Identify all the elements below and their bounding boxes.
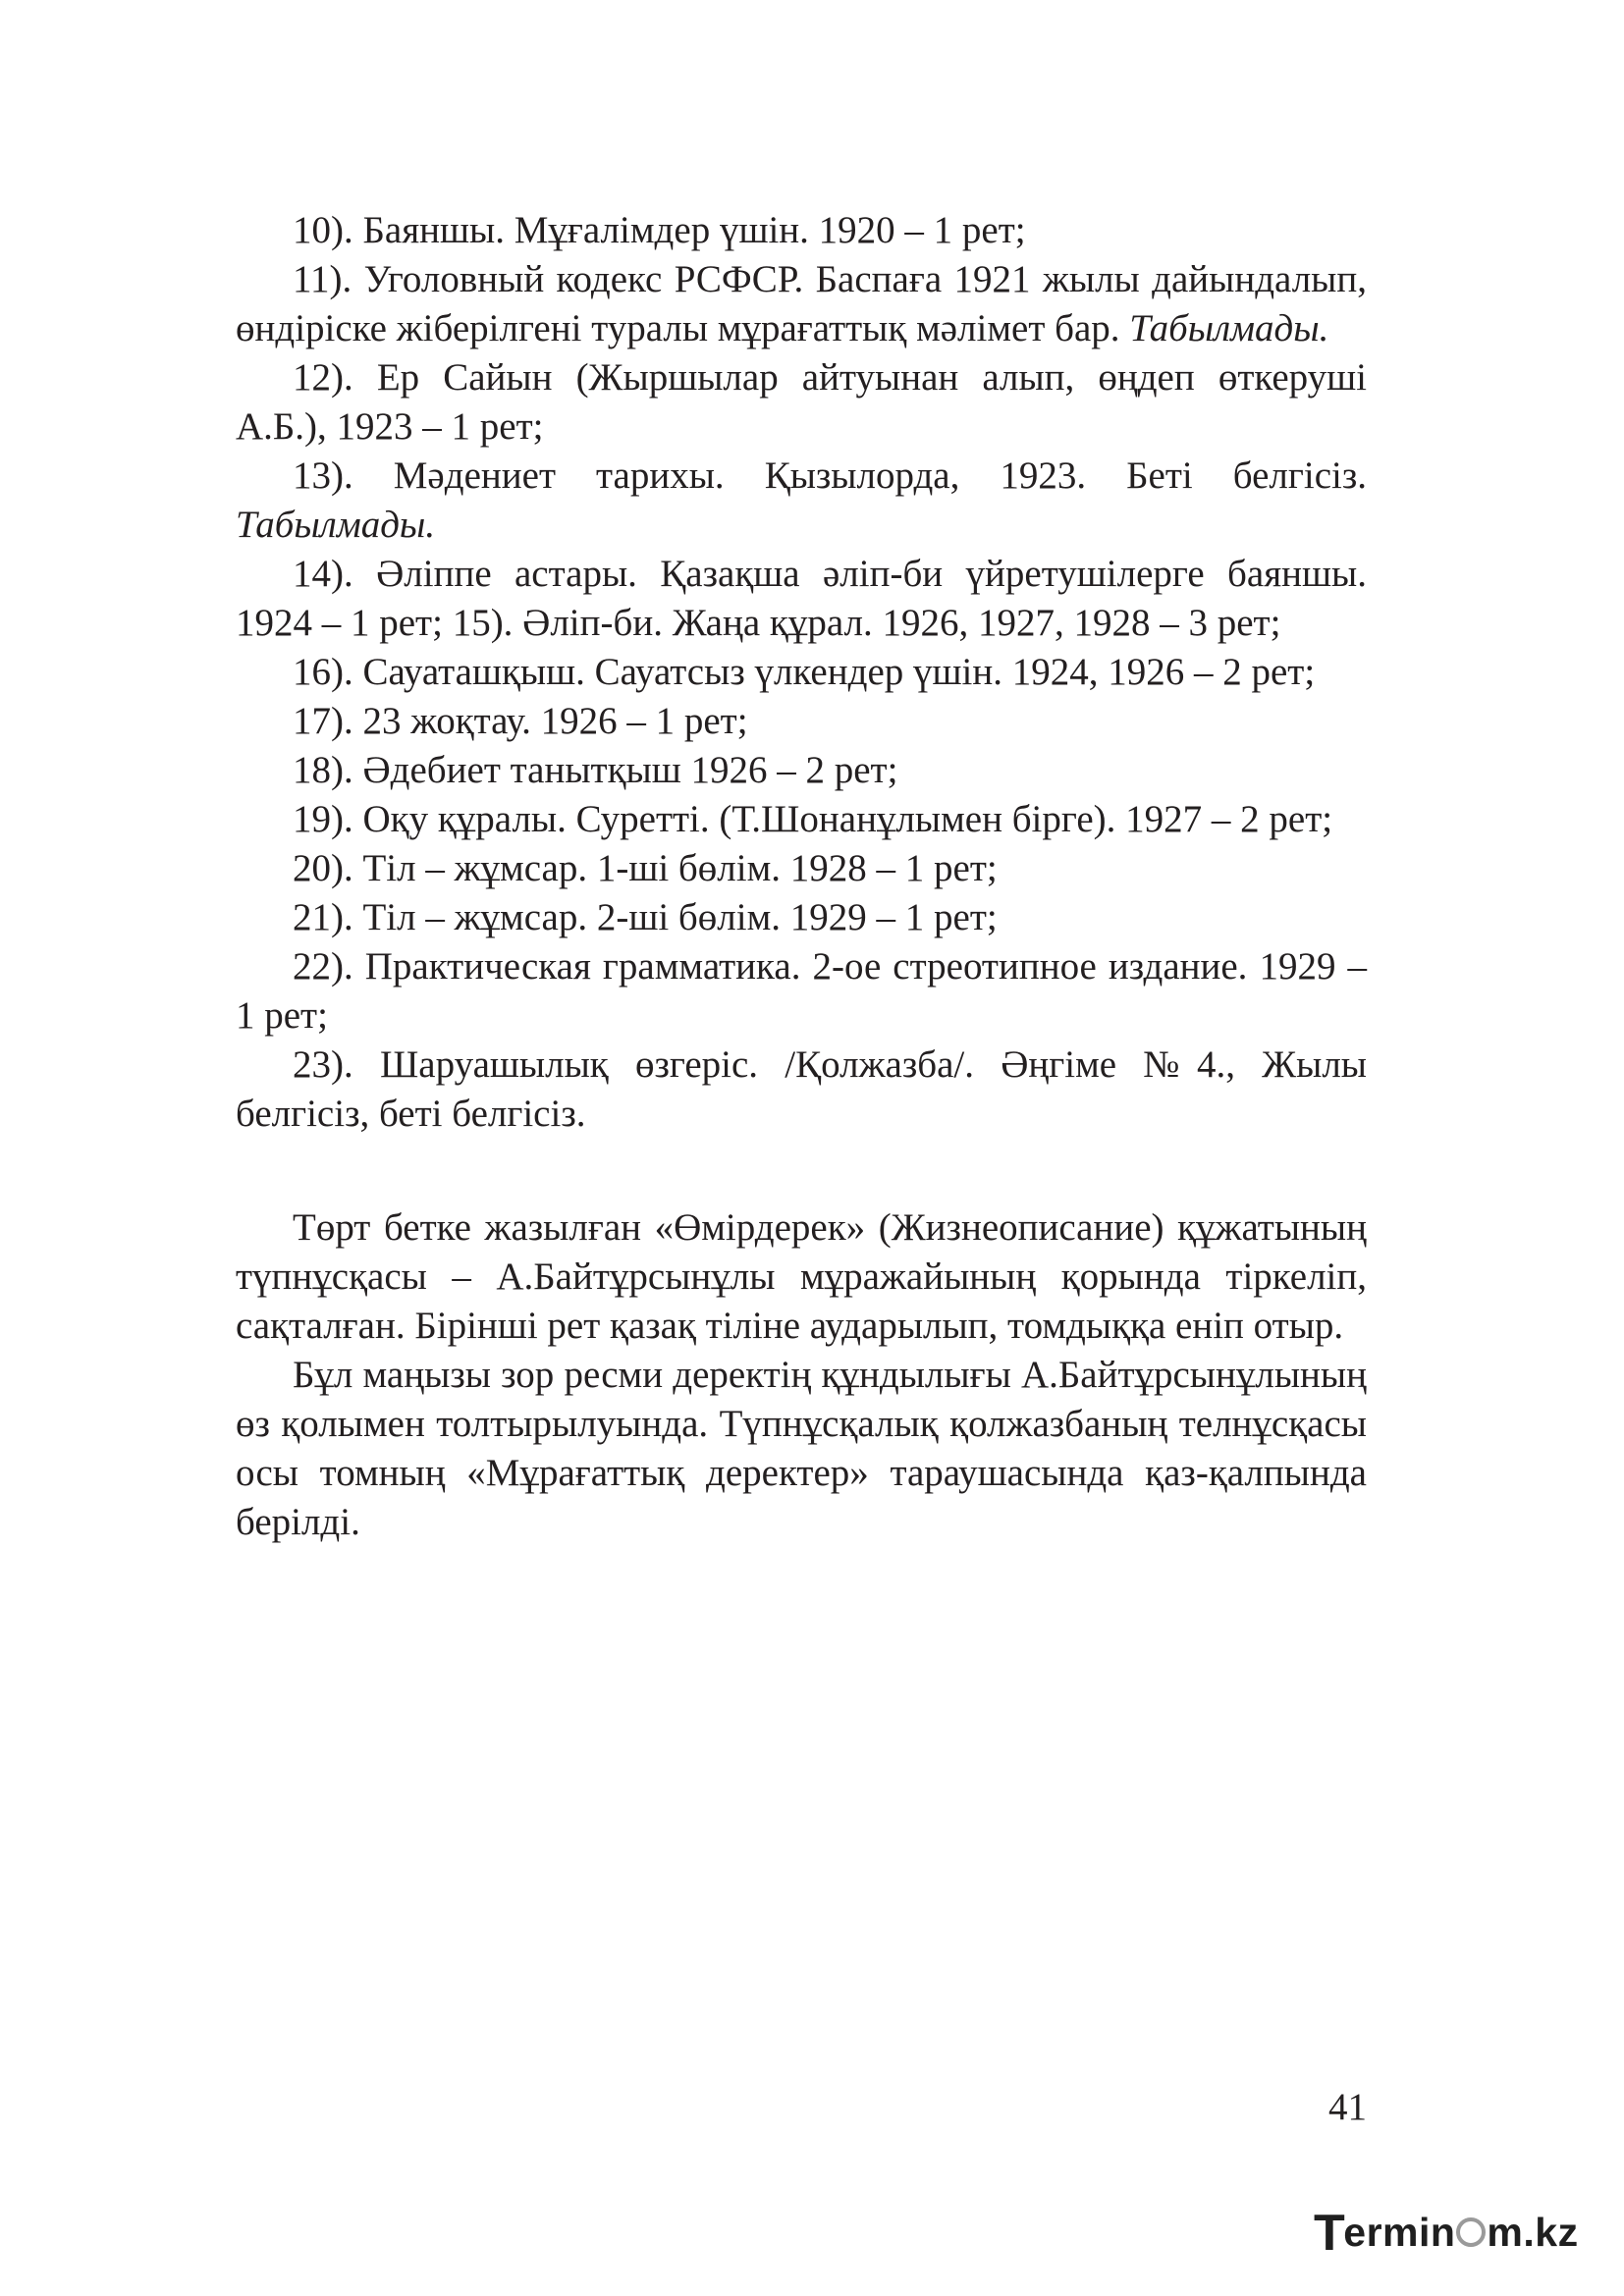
list-item-text: 10). Баяншы. Мұғалімдер үшін. 1920 – 1 рет; xyxy=(293,209,1026,251)
circle-o-icon xyxy=(1456,2217,1486,2247)
list-item-text: 13). Мәдениет тарихы. Қызылорда, 1923. Беті белгісіз. xyxy=(293,454,1367,497)
list-item-text: 23). Шаруашылық өзгеріс. /Қолжазба/. Әңгіме №4., Жылы белгісіз, беті белгісіз. xyxy=(236,1043,1367,1135)
list-item xyxy=(236,353,1367,452)
list-item xyxy=(236,550,1367,648)
list-item xyxy=(236,697,1367,746)
publication-list xyxy=(236,206,1367,1139)
list-item xyxy=(236,206,1367,255)
body-paragraph: Төрт бетке жазылған «Өмірдерек» (Жизнеописание) құжатының түпнұсқасы – А.Байтұрсынұлы мұражайының қорында тіркеліп, сақталған. Бірінші рет қазақ тіліне аударылып, томдыққа еніп отыр. xyxy=(236,1206,1367,1347)
list-item-text: 19). Оқу құралы. Суретті. (Т.Шонанұлымен бірге). 1927 – 2 рет; xyxy=(293,798,1333,840)
body-paragraph: Бұл маңызы зор ресми деректің құндылығы А.Байтұрсынұлының өз қолымен толтырылуында. Түпнұсқалық қолжазбаның телнұсқасы осы томның «Мұрағаттық деректер» тараушасында қаз-қалпында берілді. xyxy=(236,1354,1367,1543)
list-item-text: 16). Сауаташқыш. Сауатсыз үлкендер үшін. 1924, 1926 – 2 рет; xyxy=(293,651,1316,693)
list-item-text: 12). Ер Сайын (Жыршылар айтуынан алып, өңдеп өткеруші А.Б.), 1923 – 1 рет; xyxy=(236,356,1367,448)
list-item-text: 11). Уголовный кодекс РСФСР. Баспаға 1921 жылы дайындалып, өндіріске жіберілгені туралы мұрағаттық мәлімет бар. xyxy=(236,258,1367,349)
list-item xyxy=(236,893,1367,942)
list-item xyxy=(236,255,1367,353)
page-body xyxy=(236,206,1367,1547)
list-item-note: Табылмады. xyxy=(236,504,436,546)
list-item-text: 18). Әдебиет танытқыш 1926 – 2 рет; xyxy=(293,749,898,791)
page-number: 41 xyxy=(1328,2086,1367,2128)
list-item-text: 14). Әліппе астары. Қазақша әліп-би үйретушілерге баяншы. 1924 – 1 рет; 15). Әліп-би. Жаңа құрал. 1926, 1927, 1928 – 3 рет; xyxy=(236,553,1367,644)
list-item xyxy=(236,844,1367,893)
list-item xyxy=(236,795,1367,844)
list-item xyxy=(236,942,1367,1041)
commentary xyxy=(236,1203,1367,1547)
list-item xyxy=(236,648,1367,697)
list-item-text: 17). 23 жоқтау. 1926 – 1 рет; xyxy=(293,700,748,742)
list-item-text: 20). Тіл – жұмсар. 1-ші бөлім. 1928 – 1 рет; xyxy=(293,847,998,889)
list-item-text: 21). Тіл – жұмсар. 2-ші бөлім. 1929 – 1 рет; xyxy=(293,896,998,938)
list-item xyxy=(236,1041,1367,1139)
watermark-initial: T xyxy=(1314,2205,1346,2262)
watermark-text-part2: m.kz xyxy=(1487,2210,1579,2255)
list-item-text: 22). Практическая грамматика. 2-ое стреотипное издание. 1929 – 1 рет; xyxy=(236,945,1367,1037)
site-watermark xyxy=(1314,2205,1579,2262)
list-item xyxy=(236,452,1367,550)
list-item-note: Табылмады. xyxy=(1129,307,1329,349)
list-item xyxy=(236,746,1367,795)
section-spacer xyxy=(236,1139,1367,1203)
watermark-text-part1: ermin xyxy=(1343,2210,1456,2255)
